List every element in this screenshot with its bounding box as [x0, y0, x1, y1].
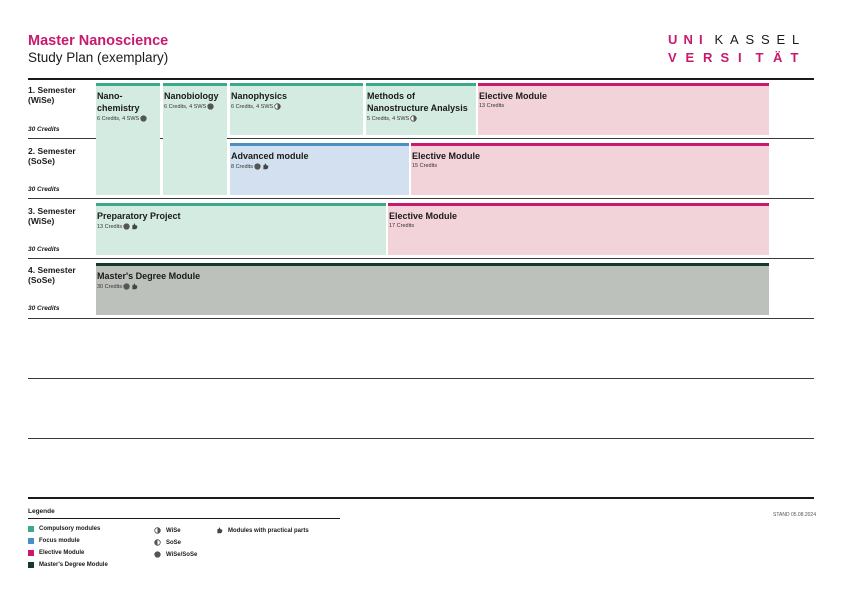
module-credits: 30 Credits: [97, 283, 123, 290]
logo-letter: U: [668, 32, 678, 47]
legend-label: SoSe: [166, 539, 182, 546]
module-name-line: chemistry: [97, 103, 140, 113]
practical-icon: [131, 223, 138, 230]
semester-term: (SoSe): [28, 275, 55, 285]
logo-letter: K: [714, 32, 724, 47]
semester-3-credits: 30 Credits: [28, 246, 60, 253]
semester-2-credits: 30 Credits: [28, 186, 60, 193]
module-credits: 13 Credits: [479, 103, 505, 109]
legend-label: Compulsory modules: [39, 526, 101, 532]
practical-icon: [216, 527, 223, 534]
module-name-line: Methods of: [367, 91, 415, 101]
module-credits: 6 Credits, 4 SWS: [164, 103, 207, 110]
module-name: Preparatory Project: [97, 211, 181, 221]
module-name-line: Nanostructure Analysis: [367, 103, 468, 113]
semester-number: 1. Semester: [28, 85, 76, 95]
sose-icon: [154, 539, 161, 546]
module-name-line: Nano-: [97, 91, 123, 101]
page-title: Master Nanoscience: [28, 33, 169, 49]
practical-icon: [131, 283, 138, 290]
row-divider: [28, 438, 814, 439]
semester-term: (WiSe): [28, 216, 55, 226]
module-advanced: [230, 143, 409, 195]
module-info: [97, 115, 159, 122]
practical-icon: [262, 163, 269, 170]
logo-letter: V: [668, 50, 677, 65]
logo-letter: I: [738, 50, 742, 65]
logo-row-2: [668, 49, 818, 67]
semester-term: (WiSe): [28, 95, 55, 105]
document-date: STAND 05.08.2024: [773, 512, 816, 518]
module-preparatory-project: [96, 203, 386, 255]
header-divider: [28, 78, 814, 80]
logo-letter: E: [776, 32, 786, 47]
module-name: Elective Module: [412, 151, 481, 161]
row-divider: [28, 318, 814, 319]
wise-sose-icon: [123, 223, 130, 230]
module-credits: 15 Credits: [412, 163, 438, 169]
module-credits: 6 Credits, 4 SWS: [231, 103, 274, 110]
module-credits: 5 Credits, 4 SWS: [367, 115, 410, 122]
module-nanophysics: [230, 83, 363, 135]
module-name: Nanobiology: [164, 91, 219, 101]
legend-label: Master's Degree Module: [39, 562, 108, 568]
wise-icon: [274, 103, 281, 110]
row-divider: [28, 258, 814, 259]
semester-3-label: [28, 206, 76, 226]
module-nanobiology: [163, 83, 227, 195]
semester-1-credits: 30 Credits: [28, 126, 60, 133]
module-name: Nanophysics: [231, 91, 288, 101]
semester-number: 4. Semester: [28, 265, 76, 275]
module-info: [231, 103, 362, 110]
module-credits: 17 Credits: [389, 223, 415, 229]
logo-row-1: [668, 31, 818, 49]
legend-label: Elective Module: [39, 550, 85, 556]
page-subtitle: Study Plan (exemplary): [28, 50, 169, 65]
semester-term: (SoSe): [28, 156, 55, 166]
logo-letter: A: [730, 32, 739, 47]
module-name: [97, 90, 159, 114]
semester-4-label: [28, 265, 76, 285]
legend-practical: [216, 527, 309, 534]
legend-wise-sose: [154, 551, 197, 558]
module-credits: 13 Credits: [97, 223, 123, 230]
module-elective-2: [411, 143, 769, 195]
legend-focus: [28, 538, 80, 544]
legend-sose: [154, 539, 181, 546]
module-elective-3: [388, 203, 769, 255]
logo-letter: E: [685, 50, 695, 65]
semester-number: 2. Semester: [28, 146, 76, 156]
module-name: Elective Module: [479, 91, 548, 101]
module-name: Advanced module: [231, 151, 309, 161]
module-elective-1: [478, 83, 769, 135]
footer-divider: [28, 497, 814, 499]
legend-label: Modules with practical parts: [228, 527, 309, 534]
university-logo: [668, 31, 818, 67]
legend-swatch: [28, 562, 34, 568]
logo-letter: I: [699, 32, 703, 47]
module-info: [97, 223, 385, 230]
module-credits: 6 Credits, 4 SWS: [97, 115, 140, 122]
legend-label: Focus module: [39, 538, 80, 544]
legend-swatch: [28, 538, 34, 544]
semester-1-label: [28, 85, 76, 105]
logo-letter: T: [790, 50, 799, 65]
legend-label: WiSe: [166, 527, 181, 534]
logo-letter: R: [703, 50, 713, 65]
module-info: [97, 283, 768, 290]
wise-sose-icon: [154, 551, 161, 558]
wise-sose-icon: [207, 103, 214, 110]
legend-compulsory: [28, 526, 100, 532]
semester-number: 3. Semester: [28, 206, 76, 216]
semester-2-label: [28, 146, 76, 166]
module-info: [367, 115, 475, 122]
logo-letter: L: [792, 32, 800, 47]
module-masters-degree: [96, 263, 769, 315]
module-info: [231, 163, 408, 170]
wise-sose-icon: [254, 163, 261, 170]
legend-swatch: [28, 526, 34, 532]
logo-letter: Ä: [773, 50, 783, 65]
legend-masters: [28, 562, 108, 568]
logo-letter: S: [761, 32, 770, 47]
logo-letter: S: [720, 50, 730, 65]
legend-swatch: [28, 550, 34, 556]
row-divider: [28, 378, 814, 379]
module-name: Master's Degree Module: [97, 271, 201, 281]
wise-sose-icon: [140, 115, 147, 122]
legend-title: Legende: [28, 508, 55, 515]
module-name: [367, 90, 475, 114]
module-credits: 8 Credits: [231, 163, 254, 170]
module-info: [164, 103, 226, 110]
wise-sose-icon: [123, 283, 130, 290]
semester-4-credits: 30 Credits: [28, 305, 60, 312]
logo-letter: N: [683, 32, 693, 47]
wise-icon: [410, 115, 417, 122]
logo-letter: T: [755, 50, 764, 65]
module-methods-nanostructure-analysis: [366, 83, 476, 135]
legend-divider: [28, 518, 340, 519]
legend-wise: [154, 527, 181, 534]
module-nanochemistry: [96, 83, 160, 195]
module-name: Elective Module: [389, 211, 458, 221]
legend-elective: [28, 550, 84, 556]
legend-label: WiSe/SoSe: [166, 551, 198, 558]
wise-icon: [154, 527, 161, 534]
row-divider: [28, 198, 814, 199]
logo-letter: S: [745, 32, 755, 47]
